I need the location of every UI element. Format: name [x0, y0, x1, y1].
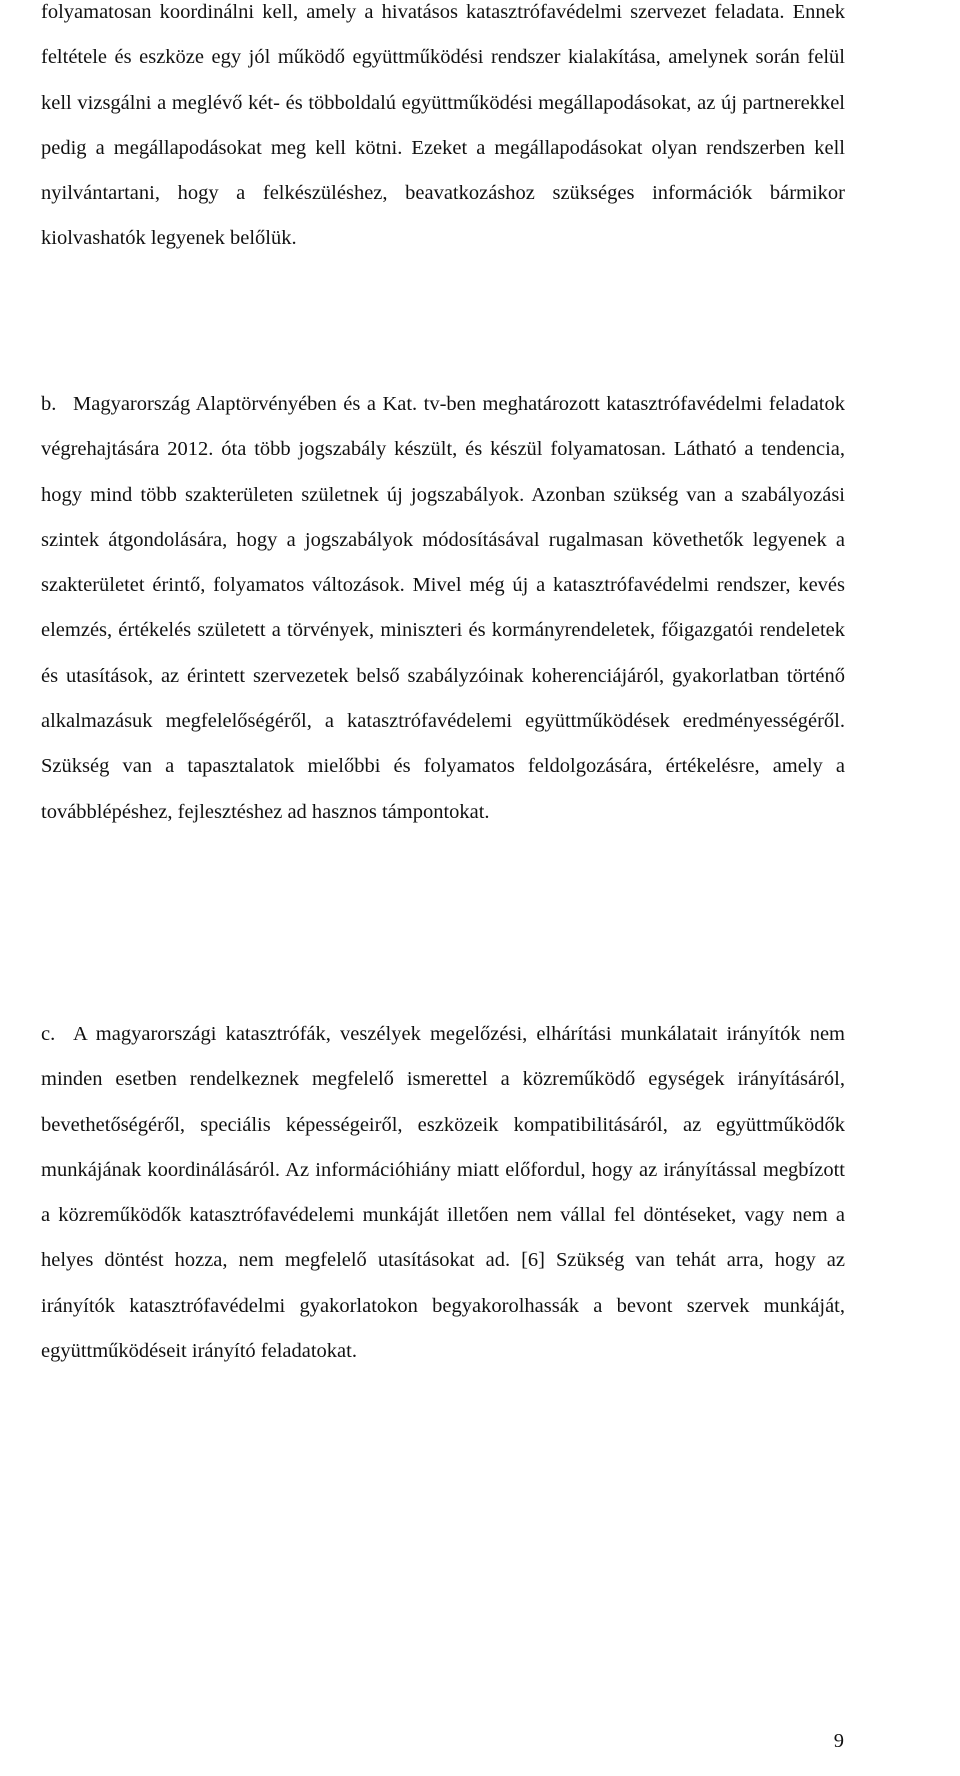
paragraph-a [41, 0, 845, 262]
paragraph-b-text: Magyarország Alaptörvényében és a Kat. tv-ben meghatározott katasztrófavédelmi feladatok végrehajtására 2012. óta több jogszabály készült, és készül folyamatosan. Látható a tendencia, hogy mind több szakterületen születnek új jogszabályok. Azonban szükség van a szabályozási szintek átgondolására, hogy a jogszabályok módosításával rugalmasan követhetők legyenek a szakterületet érintő, folyamatos változások. Mivel még új a katasztrófavédelmi rendszer, kevés elemzés, értékelés született a törvények, miniszteri és kormányrendeletek, főigazgatói rendeletek és utasítások, az érintett szervezetek belső szabályzóinak koherenciájáról, gyakorlatban történő alkalmazásuk megfelelőségéről, a katasztrófavédelemi együttműködések eredményességéről. Szükség van a tapasztalatok mielőbbi és folyamatos feldolgozására, értékelésre, amely a továbblépéshez, fejlesztéshez ad hasznos támpontokat. [41, 393, 845, 823]
paragraph-b [41, 382, 845, 835]
paragraph-c-text: A magyarországi katasztrófák, veszélyek megelőzési, elhárítási munkálatait irányítók nem minden esetben rendelkeznek megfelelő ismerettel a közreműködő egységek irányításáról, bevethetőségéről, speciális képességeiről, eszközeik kompatibilitásáról, az együttműködők munkájának koordinálásáról. Az információhiány miatt előfordul, hogy az irányítással megbízott a közreműködők katasztrófavédelemi munkáját illetően nem vállal fel döntéseket, vagy nem a helyes döntést hozza, nem megfelelő utasításokat ad. [6] Szükség van tehát arra, hogy az irányítók katasztrófavédelmi gyakorlatokon begyakorolhassák a bevont szervek munkáját, együttműködéseit irányító feladatokat. [41, 1023, 845, 1363]
page-number: 9 [833, 1730, 844, 1752]
paragraph-c [41, 1012, 845, 1374]
paragraph-a-text: folyamatosan koordinálni kell, amely a hivatásos katasztrófavédelmi szervezet feladata. Ennek feltétele és eszköze egy jól működő együttműködési rendszer kialakítása, amelynek során felül kell vizsgálni a meglévő két- és többoldalú együttműködési megállapodásokat, az új partnerekkel pedig a megállapodásokat meg kell kötni. Ezeket a megállapodásokat olyan rendszerben kell nyilvántartani, hogy a felkészüléshez, beavatkozáshoz szükséges információk bármikor kiolvashatók legyenek belőlük. [41, 1, 845, 250]
paragraph-b-marker: b. [41, 393, 57, 415]
paragraph-c-marker: c. [41, 1023, 56, 1045]
